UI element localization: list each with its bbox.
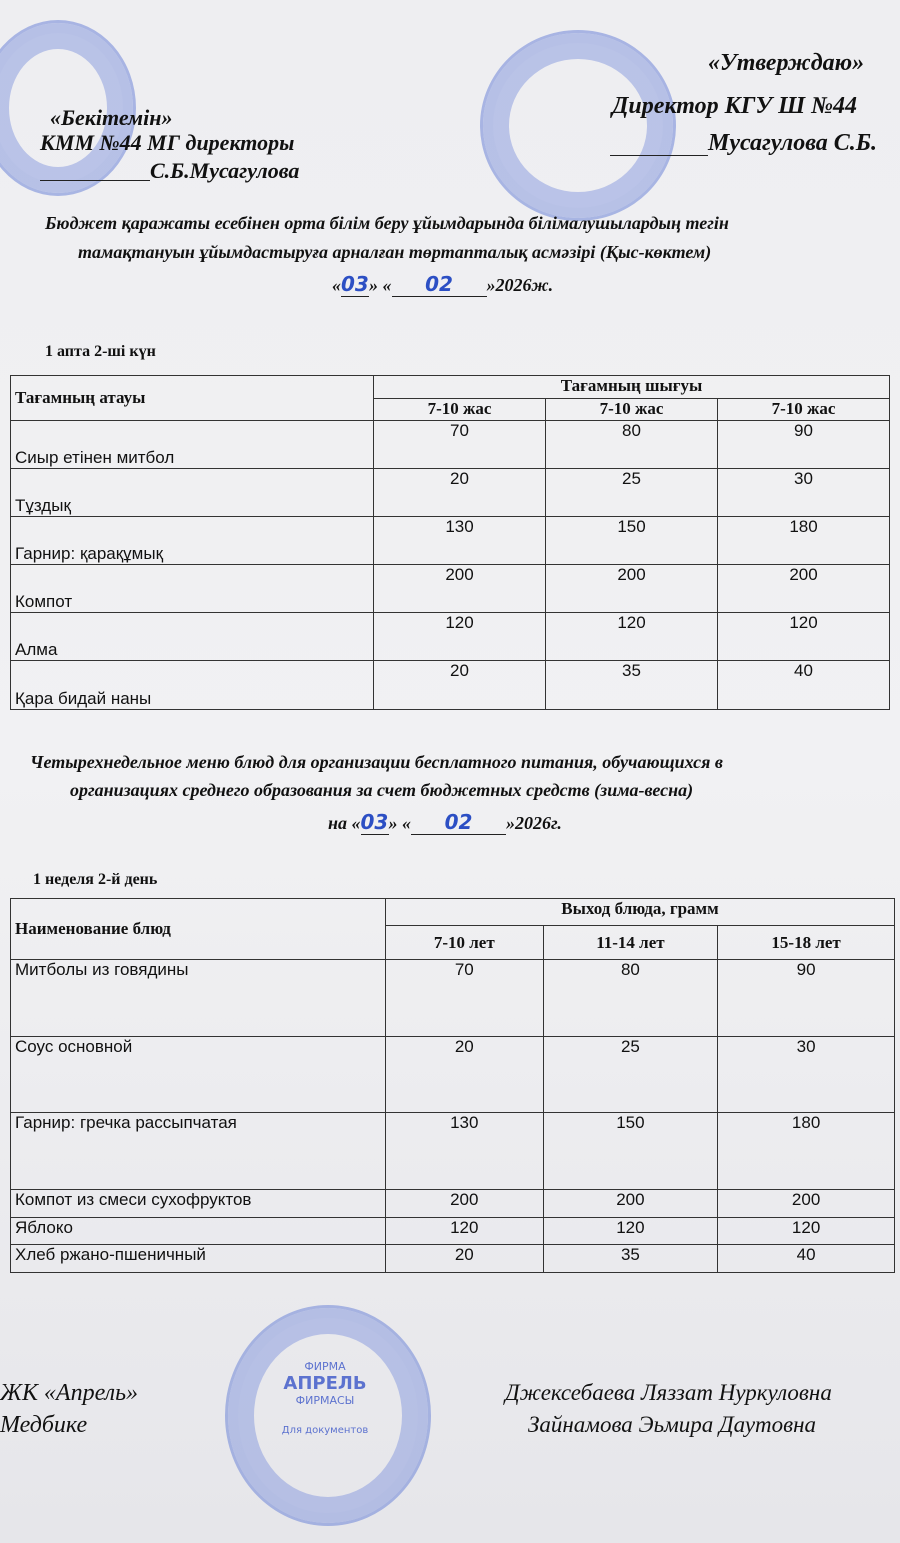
table-row: [11, 1245, 895, 1273]
table-row: [11, 1190, 895, 1218]
kz-menu-table: [10, 375, 890, 710]
portion-grams: 200: [543, 1190, 718, 1218]
dish-name: Гарнир: қарақұмық: [11, 517, 374, 565]
portion-grams: 20: [386, 1037, 544, 1113]
table-row: [11, 565, 890, 613]
left-approval-title: «Бекітемін»: [50, 105, 173, 130]
portion-grams: 120: [718, 1218, 895, 1245]
kz-header-col: 7-10 жас: [718, 399, 890, 421]
dish-name: Гарнир: гречка рассыпчатая: [11, 1113, 386, 1190]
portion-grams: 180: [718, 1113, 895, 1190]
right-approval-line: Директор КГУ Ш №44: [612, 93, 858, 119]
portion-grams: 80: [543, 960, 718, 1037]
dish-name: Митболы из говядины: [11, 960, 386, 1037]
ru-title-line1: Четырехнедельное меню блюд для организации бесплатного питания, обучающихся в: [30, 752, 723, 772]
dish-name: Компот из смеси сухофруктов: [11, 1190, 386, 1218]
table-row: [11, 661, 890, 710]
portion-grams: 35: [546, 661, 718, 710]
portion-grams: 40: [718, 1245, 895, 1273]
portion-grams: 130: [386, 1113, 544, 1190]
stamp-lettering: ФИРМА АПРЕЛЬ ФИРМАСЫ Для документов: [281, 1360, 369, 1436]
portion-grams: 120: [386, 1218, 544, 1245]
portion-grams: 130: [374, 517, 546, 565]
ru-header-col: 7-10 лет: [386, 926, 544, 960]
table-row: [11, 960, 895, 1037]
ru-subtitle: 1 неделя 2-й день: [33, 871, 158, 888]
right-approval-name: Мусагулова С.Б.: [708, 130, 878, 156]
portion-grams: 70: [386, 960, 544, 1037]
ru-title-line2: организациях среднего образования за счет бюджетных средств (зима-весна): [70, 780, 694, 800]
dish-name: Компот: [11, 565, 374, 613]
table-row: [11, 613, 890, 661]
portion-grams: 120: [374, 613, 546, 661]
portion-grams: 70: [374, 421, 546, 469]
kz-title-line1: Бюджет қаражаты есебінен орта білім беру ұйымдарында білімалушылардың тегін: [45, 213, 729, 233]
portion-grams: 150: [543, 1113, 718, 1190]
dish-name: Қара бидай наны: [11, 661, 374, 710]
portion-grams: 80: [546, 421, 718, 469]
kz-header-output: Тағамның шығуы: [374, 376, 890, 399]
left-approval-line: КММ №44 МГ директоры: [40, 130, 295, 155]
portion-grams: 25: [546, 469, 718, 517]
ru-header-output: Выход блюда, грамм: [386, 899, 895, 926]
footer-signer-1: Джексебаева Ляззат Нуркуловна: [505, 1380, 832, 1405]
signature-line: [40, 180, 150, 181]
kz-month: 02: [392, 272, 487, 297]
dish-name: Тұздық: [11, 469, 374, 517]
ru-menu-table: [10, 898, 895, 1273]
table-row: [11, 469, 890, 517]
right-approval-title: «Утверждаю»: [708, 50, 865, 76]
portion-grams: 35: [543, 1245, 718, 1273]
ru-month: 02: [411, 810, 506, 835]
portion-grams: 40: [718, 661, 890, 710]
kz-date: «03» « 02 »2026ж.: [332, 272, 554, 296]
portion-grams: 200: [718, 1190, 895, 1218]
dish-name: Сиыр етінен митбол: [11, 421, 374, 469]
table-row: [11, 517, 890, 565]
kz-title-line2: тамақтануын ұйымдастыруға арналған төртапталық асмәзірі (Қыс-көктем): [78, 242, 712, 262]
kz-subtitle: 1 апта 2-ші күн: [45, 343, 156, 360]
signature-line: [610, 155, 708, 156]
portion-grams: 200: [374, 565, 546, 613]
portion-grams: 20: [374, 469, 546, 517]
ru-header-col: 15-18 лет: [718, 926, 895, 960]
portion-grams: 90: [718, 960, 895, 1037]
kz-header-name: Тағамның атауы: [11, 376, 374, 421]
kz-header-col: 7-10 жас: [374, 399, 546, 421]
portion-grams: 20: [386, 1245, 544, 1273]
portion-grams: 30: [718, 469, 890, 517]
school-stamp-right: [480, 30, 676, 221]
table-row: [11, 1113, 895, 1190]
dish-name: Хлеб ржано-пшеничный: [11, 1245, 386, 1273]
ru-header-name: Наименование блюд: [11, 899, 386, 960]
dish-name: Алма: [11, 613, 374, 661]
portion-grams: 200: [386, 1190, 544, 1218]
portion-grams: 200: [718, 565, 890, 613]
table-row: [11, 1218, 895, 1245]
dish-name: Соус основной: [11, 1037, 386, 1113]
portion-grams: 20: [374, 661, 546, 710]
portion-grams: 25: [543, 1037, 718, 1113]
footer-signer-2: Зайнамова Эьмира Даутовна: [528, 1412, 817, 1437]
ru-day: 03: [360, 810, 389, 834]
left-approval-name: С.Б.Мусагулова: [150, 158, 300, 183]
ru-header-col: 11-14 лет: [543, 926, 718, 960]
portion-grams: 120: [543, 1218, 718, 1245]
portion-grams: 120: [718, 613, 890, 661]
ru-date: на «03» « 02 »2026г.: [328, 810, 562, 834]
portion-grams: 180: [718, 517, 890, 565]
portion-grams: 120: [546, 613, 718, 661]
table-row: [11, 1037, 895, 1113]
kz-header-col: 7-10 жас: [546, 399, 718, 421]
table-row: [11, 421, 890, 469]
footer-left-role: Медбике: [0, 1412, 88, 1438]
portion-grams: 150: [546, 517, 718, 565]
kz-day: 03: [341, 272, 369, 296]
portion-grams: 200: [546, 565, 718, 613]
dish-name: Яблоко: [11, 1218, 386, 1245]
portion-grams: 90: [718, 421, 890, 469]
portion-grams: 30: [718, 1037, 895, 1113]
footer-left-org: ЖК «Апрель»: [0, 1380, 139, 1406]
